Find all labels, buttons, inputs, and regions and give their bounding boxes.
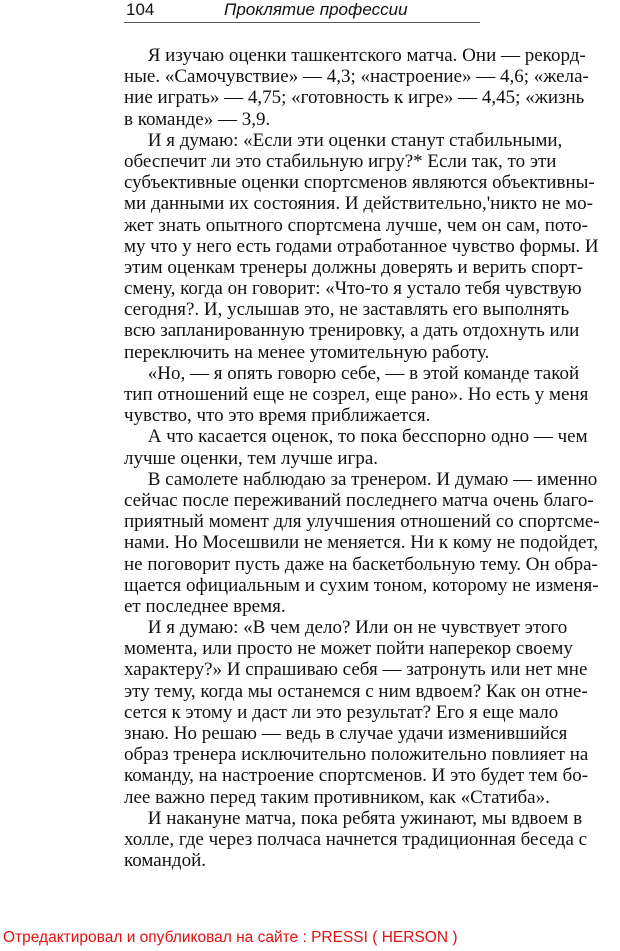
text-line: этим оценкам тренеры должны доверять и верить спорт- bbox=[124, 256, 584, 278]
text-line: знаю. Но решаю — ведь в случае удачи изменившийся bbox=[124, 723, 568, 744]
page-number: 104 bbox=[126, 0, 155, 19]
text-line: ние играть» — 4,75; «готовность к игре» — 4,45; «жизнь bbox=[124, 87, 585, 109]
text-line: эту тему, когда мы останемся с ним вдвоем? Как он отне- bbox=[124, 680, 588, 702]
text-line: образ тренера исключительно положительно повлияет на bbox=[124, 744, 589, 766]
text-line: ет последнее время. bbox=[124, 595, 286, 617]
text-line: субъективные оценки спортсменов являются объективны- bbox=[124, 172, 595, 194]
text-line: приятный момент для улучшения отношений со спортсме- bbox=[124, 511, 600, 533]
text-line: холле, где через полчаса начнется традиционная беседа с bbox=[124, 828, 588, 850]
text-line: жет знать опытного спортсмена лучше, чем он сам, пото- bbox=[124, 214, 588, 236]
text-line: «Но, — я опять говорю себе, — в этой команде такой bbox=[124, 362, 580, 384]
text-line: не поговорит пусть даже на баскетбольную тему. Он обра- bbox=[124, 553, 598, 575]
text-line: Я изучаю оценки ташкентского матча. Они — рекорд- bbox=[124, 45, 586, 66]
text-line: И я думаю: «В чем дело? Или он не чувствует этого bbox=[124, 617, 568, 639]
text-line: щается официальным и сухим тоном, которому не изменя- bbox=[124, 574, 599, 596]
running-title: Проклятие профессии bbox=[224, 0, 408, 19]
text-line: смену, когда он говорит: «Что-то я устало тебя чувствую bbox=[124, 278, 582, 300]
text-line: сейчас после переживаний последнего матча очень благо- bbox=[124, 489, 594, 511]
text-line: лее важно перед таким противником, как «Статиба». bbox=[124, 786, 550, 808]
text-line: сется к этому и даст ли это результат? Его я еще мало bbox=[124, 701, 559, 723]
text-line: лучше оценки, тем лучше игра. bbox=[124, 447, 379, 469]
publisher-credit: Отредактировал и опубликовал на сайте : PRESSI ( HERSON ) bbox=[3, 929, 458, 946]
text-line: А что касается оценок, то пока бесспорно одно — чем bbox=[124, 426, 588, 448]
text-line: характеру?» И спрашиваю себя — затронуть или нет мне bbox=[124, 659, 588, 681]
page-header bbox=[124, 0, 480, 23]
text-line: ми данными их состояния. И действительно,'никто не мо- bbox=[124, 193, 594, 215]
text-line: обеспечит ли это стабильную игру?* Если так, то эти bbox=[124, 150, 557, 172]
text-line: И накануне матча, пока ребята ужинают, мы вдвоем в bbox=[124, 807, 583, 829]
text-line: тип отношений еще не созрел, еще рано». Но есть у меня bbox=[124, 384, 589, 405]
text-line: нами. Но Мосешвили не меняется. Ни к кому не подойдет, bbox=[124, 532, 599, 554]
text-line: чувство, что это время приближается. bbox=[124, 405, 431, 427]
text-line: командой. bbox=[124, 850, 206, 872]
text-line: ные. «Самочувствие» — 4,3; «настроение» — 4,6; «жела- bbox=[124, 66, 589, 88]
body-text bbox=[124, 45, 620, 871]
text-line: момента, или просто не может пойти наперекор своему bbox=[124, 638, 573, 660]
text-line: В самолете наблюдаю за тренером. И думаю — именно bbox=[124, 468, 598, 490]
text-line: всю запланированную тренировку, а дать отдохнуть или bbox=[124, 320, 580, 342]
text-line: сегодня?. И, услышав это, не заставлять его выполнять bbox=[124, 299, 570, 321]
text-line: переключить на менее утомительную работу. bbox=[124, 341, 490, 363]
text-line: му что у него есть годами отработанное чувство формы. И bbox=[124, 235, 599, 257]
text-line: команду, на настроение спортсменов. И это будет тем бо- bbox=[124, 765, 589, 787]
text-line: И я думаю: «Если эти оценки станут стабильными, bbox=[124, 129, 563, 151]
text-line: в команде» — 3,9. bbox=[124, 108, 271, 130]
